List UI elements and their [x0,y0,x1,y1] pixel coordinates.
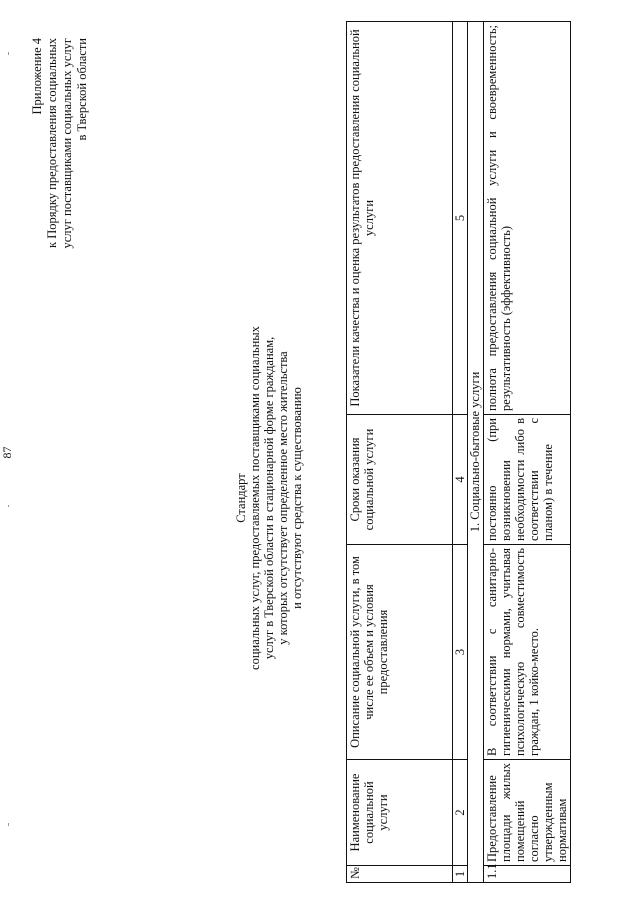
title-line-3: у которых отсутствует определенное место жительства [276,351,290,645]
header-cell-description: Описание социальной услуги, в том числе ее объем и условия предоставления [347,545,453,760]
appendix-line-1: Приложение 4 [30,38,44,115]
appendix-line-4: в Тверской области [75,38,89,141]
appendix-header [30,38,90,268]
standard-table [346,21,571,883]
appendix-line-3: услуг поставщиками социальных услуг [60,38,74,249]
column-number: 4 [453,415,468,545]
service-term: постоянно (при возникновении необходимости либо в соответствии с планом) в течение [484,415,571,545]
page-number: 87 [0,446,14,459]
title-heading: Стандарт [234,473,248,523]
title-line-2: услуг в Тверской области в стационарной форме гражданам, [262,336,276,660]
service-name: Предоставление площади жилых помещений согласно утвержденным нормативам [484,760,571,866]
table-header-row [347,22,453,883]
section-title: 1. Социально-бытовые услуги [468,22,484,883]
appendix-line-2: к Порядку предоставления социальных [45,38,59,248]
scan-mark [8,505,9,507]
service-description: В соответствии с санитарно-гигиеническими нормами, учитывая психологическую совместимость граждан, 1 койко-место. [484,545,571,760]
column-number: 2 [453,760,468,866]
column-number-row [453,22,468,883]
header-cell-name: Наименование социальной услуги [347,760,453,866]
title-line-1: социальных услуг, предоставляемых поставщиками социальных [248,326,262,670]
scan-mark [8,823,9,826]
header-cell-num: № [347,866,453,883]
scan-mark [8,52,9,55]
row-number: 1.1 [484,866,571,883]
column-number: 5 [453,22,468,415]
service-quality: полнота предоставления социальной услуги и своевременность; результативность (эффективность) [484,22,571,415]
document-title [234,263,304,733]
header-cell-term: Сроки оказания социальной услуги [347,415,453,545]
title-line-4: и отсутствуют средства к существованию [290,387,304,609]
table-row [484,22,571,883]
column-number: 3 [453,545,468,760]
column-number: 1 [453,866,468,883]
header-cell-quality: Показатели качества и оценка результатов предоставления социальной услуги [347,22,453,415]
section-row [468,22,484,883]
